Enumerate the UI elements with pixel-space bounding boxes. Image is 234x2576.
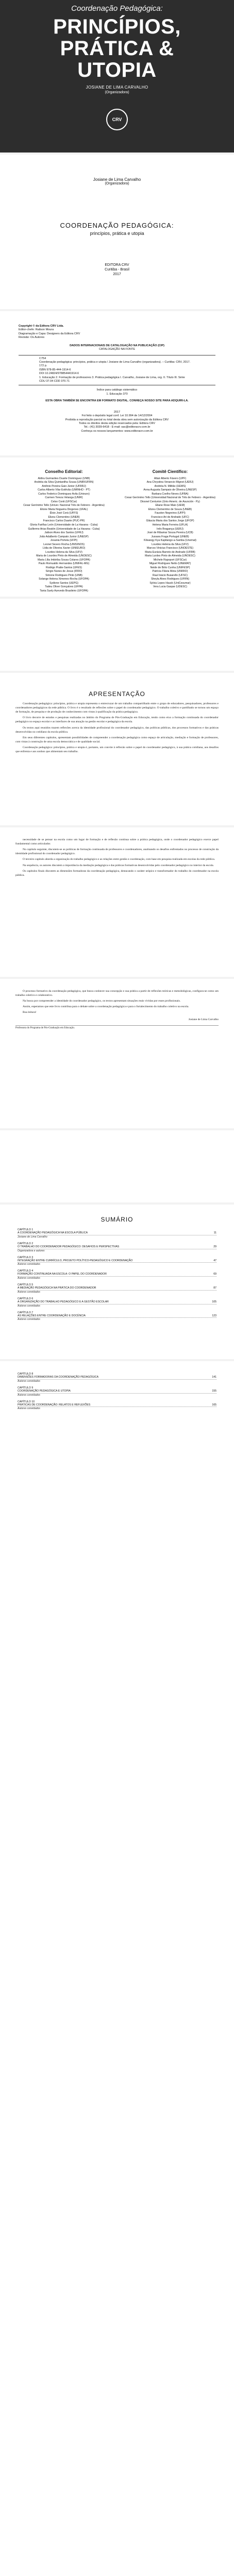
index-item: 1. Educação 370 bbox=[106, 392, 128, 396]
chapter-page: 87 bbox=[213, 1286, 216, 1290]
paragraph: Coordenação pedagógica: princípios, prática e utopia representa o entrecruzar de um trabalho compartilhado entre o grupo de educadores, pesquisadores, professores e coordenadores pedagógicos da rede pública. O livro é o resultado de reflexões sobre o papel do coordenador pedagógico. O trabalho coletivo e partilhado se tornou um espaço de formação, de pesquisa e de produção de conhecimento com vistas à qualificação da prática pedagógica. bbox=[15, 702, 219, 714]
blank-page bbox=[0, 1130, 234, 1202]
footnote: Professora do Programa de Pós-Graduação em Educação. bbox=[15, 1025, 219, 1029]
paragraph: Na busca por compreender a identidade do coordenador pedagógico, os textos apresentam situações reais vividas por esses profissionais. bbox=[23, 999, 181, 1003]
chapter-page: 165 bbox=[212, 1403, 216, 1406]
board-member: Sylvia Lopes Hauck (UniCesumar) bbox=[149, 581, 191, 585]
paragraph: No capítulo seguinte, discutem-se as políticas de formação continuada de professores e coordenadores, analisando os desafios enfrentados no processo de construção da identidade profissional do coordenador pedagógico. bbox=[15, 848, 219, 856]
toc-chapters bbox=[18, 1372, 216, 1410]
board-member: Carlos Federico Dominguez Avila (Unieuro) bbox=[38, 492, 90, 496]
cover-role: (Organizadora) bbox=[105, 91, 129, 94]
board-member: Josania Portela (UFPI) bbox=[50, 539, 78, 543]
presentation-continued bbox=[0, 827, 234, 977]
board-member: Lourdes Helena da Silva (UFV) bbox=[152, 543, 189, 546]
presentation-page bbox=[0, 673, 234, 825]
scientific-committee bbox=[122, 469, 219, 597]
board-member: Andréia da Silva Quintanilha Sousa (UNIR/UFRN) bbox=[34, 481, 94, 484]
board-member: Ana Chrystina Venancio Mignot (UERJ) bbox=[146, 481, 194, 484]
chapter-line bbox=[18, 1300, 216, 1304]
presentation-end bbox=[0, 979, 234, 1128]
board-member: Carmen Tereza Velanga (UNIR) bbox=[45, 496, 83, 500]
chapter-number: CAPÍTULO 4 bbox=[18, 1269, 34, 1273]
toc-entry[interactable] bbox=[18, 1256, 216, 1266]
chapter-line bbox=[18, 1245, 216, 1249]
chapter-line bbox=[18, 1314, 216, 1318]
blank-page bbox=[0, 599, 234, 671]
chapter-number: CAPÍTULO 3 bbox=[18, 1256, 34, 1259]
chapter-line bbox=[18, 1231, 216, 1235]
presentation-text bbox=[15, 989, 219, 1015]
board-member: Patrícia Flávia Mota (UNIRIO) bbox=[152, 570, 188, 573]
publisher-logo-icon bbox=[106, 109, 128, 130]
chapter-number: CAPÍTULO 7 bbox=[18, 1311, 34, 1314]
chapter-author: Autores convidados bbox=[18, 1379, 40, 1383]
board-member: João Adalberto Campato Junior (UNESP) bbox=[39, 535, 89, 538]
chapter-page: 69 bbox=[213, 1273, 216, 1276]
title-page-title: COORDENAÇÃO PEDAGÓGICA: bbox=[60, 222, 174, 229]
chapter-title: A ORGANIZAÇÃO DO TRABALHO PEDAGÓGICO E A GESTÃO ESCOLAR bbox=[18, 1300, 109, 1303]
paragraph: Assim, esperamos que este livro contribua para o debate sobre a coordenação pedagógica e para o fortalecimento do trabalho coletivo na escola. bbox=[23, 1005, 189, 1009]
copyright-page bbox=[0, 311, 234, 455]
chapter-page: 11 bbox=[213, 1231, 216, 1234]
board-member: Sheyla Alves Rodrigues (UFRN) bbox=[151, 578, 190, 581]
board-member: Diosnel Centurion (Univ Americ. de Asunción - Py) bbox=[140, 500, 200, 503]
board-member: Neide de Brito Cunha (UNIFESP) bbox=[150, 566, 190, 569]
chapter-page: 47 bbox=[213, 1259, 216, 1262]
cip-subtitle: CATALOGAÇÃO NA FONTE bbox=[98, 348, 136, 351]
toc-title: SUMÁRIO bbox=[101, 1216, 133, 1223]
board-member: Cesar Gerónimo Tello (Univer. Nacional Três de Febrero - Argentina) bbox=[23, 504, 105, 507]
editorial-board-list bbox=[15, 477, 112, 594]
board-member: Miguel Rodrigues Netto (UNEMAT) bbox=[149, 562, 191, 566]
digital-note: ESTA OBRA TAMBÉM SE ENCONTRA EM FORMATO DIGITAL. CONHEÇA NOSSO SITE PARA ADQUIRI-LA. bbox=[45, 399, 189, 403]
chapter-page: 123 bbox=[212, 1314, 216, 1317]
chapter-title: O TRABALHO DO COORDENADOR PEDAGÓGICO: DESAFIOS E PERSPECTIVAS bbox=[18, 1245, 120, 1248]
cip-subjects: 1. Educação 2. Formação de professores 3. Prática pedagógica I. Carvalho, Josiane de Lima, org. II. Título III. Série bbox=[39, 376, 185, 379]
cover-title-line: PRINCÍPIOS, bbox=[53, 15, 181, 38]
board-member: Elione Maria Nogueira Diogenes (UFAL) bbox=[40, 507, 88, 511]
cover-subtitle: Coordenação Pedagógica: bbox=[71, 4, 163, 13]
chapter-number: CAPÍTULO 9 bbox=[18, 1386, 34, 1389]
toc-entry[interactable] bbox=[18, 1400, 216, 1411]
paragraph: O livro decorre de estudos e pesquisas realizadas no âmbito do Programa de Pós-Graduação em Educação, tendo como eixo a formação continuada do coordenador pedagógico no espaço escolar e as interfaces de sua atuação na gestão escolar e pedagógica da escola. bbox=[15, 716, 219, 724]
board-member: Barbara Coelho Neves (UFBA) bbox=[152, 492, 189, 496]
cip-record bbox=[19, 355, 215, 386]
copyright-line: Copyright © da Editora CRV Ltda. bbox=[19, 325, 64, 328]
board-member: Celso Conti (UFSCar) bbox=[51, 500, 77, 503]
table-of-contents bbox=[0, 1205, 234, 1359]
board-member: Sydione Santos (UEPG) bbox=[49, 581, 78, 585]
board-member: Francisco Ari de Andrade (UFC) bbox=[151, 515, 189, 519]
chapter-title: COORDENAÇÃO PEDAGÓGICA E UTOPIA bbox=[18, 1389, 71, 1393]
toc-entry[interactable] bbox=[18, 1283, 216, 1294]
presentation-text bbox=[15, 702, 219, 754]
chapter-title: DIMENSÕES FORMADORAS DA COORDENAÇÃO PEDAGÓGICA bbox=[18, 1376, 99, 1379]
chapter-line bbox=[18, 1286, 216, 1291]
chapter-author: Josiane de Lima Carvalho bbox=[18, 1235, 47, 1239]
paragraph: O processo formativo da coordenação pedagógica, que busca conhecer sua concepção e sua prática a partir de reflexões teóricas e metodológicas, configura-se como um trabalho coletivo e colaborativo. bbox=[15, 990, 219, 997]
board-member: Francisco Carlos Duarte (PUC-PR) bbox=[43, 519, 85, 523]
scientific-committee-title: Comitê Científico: bbox=[152, 469, 188, 474]
board-member: José de Ribamar Sousa Pereira (UCB) bbox=[147, 531, 193, 535]
board-member: Fauston Negreiros (UFPI) bbox=[155, 512, 186, 515]
chapter-author: Autores convidados bbox=[18, 1304, 40, 1308]
board-member: Michele Rapoport (UFSCar) bbox=[153, 558, 187, 562]
board-member: Lídia de Oliveira Xavier (UNIEURO) bbox=[42, 547, 86, 550]
paragraph: Os capítulos finais discutem as dimensões formadoras da coordenação pedagógica, destacando o caráter utópico e transformador do trabalho do coordenador na escola pública. bbox=[15, 869, 219, 877]
chapter-author: Autores convidados bbox=[18, 1277, 40, 1280]
scientific-committee-list bbox=[122, 477, 219, 589]
copyright-line: Editor-chefe: Railson Moura bbox=[19, 328, 54, 332]
board-member: Maria Eurácia Barreto de Andrade (UFRB) bbox=[145, 550, 195, 554]
paragraph: Na sequência, os autores discutem a importância da mediação pedagógica e das práticas formativas desenvolvidas pelo coordenador pedagógico no interior da escola. bbox=[23, 863, 214, 867]
title-page-publisher bbox=[0, 263, 234, 277]
board-member: Jailson Alves dos Santos (UFRJ) bbox=[44, 531, 83, 535]
board-member: Paulo Romualdo Hernandes (UNIFAL-MG) bbox=[38, 562, 90, 566]
board-member: Leonel Severo Rocha (UNISINOS) bbox=[43, 543, 85, 546]
cover-title bbox=[0, 16, 234, 81]
board-member: Carlos Alberto Vilar Estêvão (UMINHO - PT) bbox=[38, 488, 90, 492]
toc-entry[interactable] bbox=[18, 1372, 216, 1383]
phone-line: Tel.: (41) 3039-6418 - E-mail: sac@editoracrv.com.br bbox=[83, 426, 151, 429]
board-member: Elizeu Clementino de Souza (UNEB) bbox=[148, 507, 192, 511]
board-member: Helena Maria Ferreira (UFLA) bbox=[152, 523, 188, 527]
chapter-author: Autores convidados bbox=[18, 1407, 40, 1411]
chapter-author: Organizadora e autores bbox=[18, 1249, 45, 1252]
address-line: Todos os direitos desta edição reservados pela: Editora CRV bbox=[78, 422, 156, 426]
board-member: Rodrigo Pratte-Santos (UFES) bbox=[45, 566, 82, 569]
cip-title: DADOS INTERNACIONAIS DE CATALOGAÇÃO NA PUBLICAÇÃO (CIP) bbox=[70, 344, 164, 347]
board-member: Sérgio Nunes de Jesus (IFRO) bbox=[45, 570, 82, 573]
board-member: Guillermo Arias Beatón (Universidade de La Havana - Cuba) bbox=[28, 527, 100, 531]
board-member: Lourdes Helena da Silva (UFV) bbox=[45, 550, 82, 554]
table-of-contents-continued bbox=[0, 1361, 234, 1454]
chapter-author: Autores convidados bbox=[18, 1318, 40, 1321]
toc-entry[interactable] bbox=[18, 1242, 216, 1252]
cip-cdd: CDU 37.04 CDD 370.71 bbox=[39, 380, 70, 383]
board-member: Inês Bragança (UERJ) bbox=[157, 527, 183, 531]
board-member: Solange Helena Ximenes-Rocha (UFOPA) bbox=[39, 578, 89, 581]
chapter-author: Autores convidados bbox=[18, 1263, 40, 1266]
toc-entry[interactable] bbox=[18, 1228, 216, 1239]
board-member: Jussara Fraga Portugal (UNEB) bbox=[151, 535, 189, 538]
cover-organizer: JOSIANE DE LIMA CARVALHO bbox=[86, 85, 148, 90]
signature: Josiane de Lima Carvalho bbox=[188, 1018, 219, 1021]
toc-entry[interactable] bbox=[18, 1311, 216, 1321]
copyright-line: Diagramação e Capa: Designers da Editora CRV bbox=[19, 332, 80, 335]
chapter-number: CAPÍTULO 1 bbox=[18, 1228, 34, 1231]
cip-description: Coordenação pedagógica: princípios, prática e utopia / Josiane de Lima Carvalho (organizadora). – Curitiba: CRV, 2017. bbox=[39, 360, 191, 364]
board-member: Elizeu Clementino (UNEB) bbox=[48, 515, 80, 519]
board-member: Gláucia Maria dos Santos Jorge (UFOP) bbox=[146, 519, 194, 523]
rights-line: Proibida a reprodução parcial ou total desta obra sem autorização da Editora CRV bbox=[65, 418, 169, 421]
chapter-title: PRÁTICAS DE COORDENAÇÃO: RELATOS E REFLEXÕES bbox=[18, 1403, 91, 1406]
chapter-line bbox=[18, 1389, 216, 1394]
paragraph: Coordenação pedagógica: princípios, prática e utopia é, portanto, um convite à reflexão sobre o papel do coordenador pedagógico, à sua prática cotidiana, aos desafios que enfrenta e aos sonhos que alimentam seu trabalho. bbox=[15, 745, 219, 754]
board-member: Raul Inácio Busarello (UFSC) bbox=[152, 573, 188, 577]
board-member: Kilwangy Kya Kapitango-a-Samba (Unemat) bbox=[144, 539, 196, 543]
board-member: Anna Augusta Sampaio de Oliveira (UNESP) bbox=[143, 488, 197, 492]
toc-entry[interactable] bbox=[18, 1269, 216, 1280]
chapter-title: A MEDIAÇÃO PEDAGÓGICA NA PRÁTICA DO COORDENADOR bbox=[18, 1286, 96, 1290]
chapter-number: CAPÍTULO 5 bbox=[18, 1283, 34, 1286]
toc-entry[interactable] bbox=[18, 1297, 216, 1308]
cover-title-line: PRÁTICA & bbox=[60, 37, 174, 60]
board-member: Maria Lurdes Pinto de Almeida (UNOESC) bbox=[145, 554, 195, 558]
board-member: Maria de Lourdes Pinto de Almeida (UNOESC) bbox=[36, 554, 92, 558]
board-page bbox=[0, 457, 234, 597]
cover-title-line: UTOPIA bbox=[77, 59, 157, 81]
chapter-page: 105 bbox=[212, 1300, 216, 1303]
cip-code: C754 bbox=[39, 357, 46, 360]
board-member: Simone Rodrigues Pinto (UNB) bbox=[45, 573, 82, 577]
board-member: Tadeu Oliver Gonçalves (UFPA) bbox=[45, 585, 83, 589]
toc-chapters bbox=[18, 1228, 216, 1321]
board-member: Eliane Rose Maio (UEM) bbox=[155, 504, 185, 507]
presentation-title: APRESENTAÇÃO bbox=[89, 690, 145, 698]
paragraph: Os textos aqui reunidos trazem reflexões acerca da identidade profissional do coordenador pedagógico, das políticas públicas, dos processos formativos e das práticas desenvolvidas no cotidiano da escola pública. bbox=[15, 726, 219, 734]
index-title: Índice para catálogo sistemático bbox=[96, 388, 138, 392]
cip-pages: 172 p. bbox=[39, 364, 47, 368]
board-member: Altair Alberto Fávero (UPF) bbox=[154, 477, 187, 480]
publisher-name: EDITORA CRV bbox=[105, 263, 129, 267]
chapter-title: A COORDENAÇÃO PEDAGÓGICA NA ESCOLA PÚBLICA bbox=[18, 1231, 88, 1234]
board-member: Tania Suely Azevedo Brasileiro (UFOPA) bbox=[40, 589, 88, 592]
editorial-board bbox=[15, 469, 112, 597]
rights-line: Foi feito o depósito legal conf. Lei 10.994 de 14/12/2004 bbox=[81, 414, 153, 418]
board-member: Andréia N. Militão (UEMS) bbox=[154, 484, 186, 488]
board-member: Marcos Vinicius Francisco (UNOESTE) bbox=[146, 547, 194, 550]
chapter-number: CAPÍTULO 10 bbox=[18, 1400, 35, 1403]
chapter-line bbox=[18, 1259, 216, 1263]
editorial-board-title: Conselho Editorial: bbox=[45, 469, 83, 474]
title-role: (Organizadora) bbox=[105, 182, 129, 185]
site-line: Conheça os nossos lançamentos: www.editoracrv.com.br bbox=[81, 429, 153, 433]
logo-text: CRV bbox=[112, 117, 122, 122]
chapter-title: FORMAÇÃO CONTINUADA NA ESCOLA: O PAPEL DO COORDENADOR bbox=[18, 1273, 107, 1276]
chapter-title: AS RELAÇÕES ENTRE COORDENAÇÃO E DOCÊNCIA bbox=[18, 1314, 86, 1317]
board-member: Vera Lucia Gaspar (UDESC) bbox=[153, 585, 188, 589]
board-member: Antônio Pereira Gaio Júnior (UFRRJ) bbox=[42, 484, 86, 488]
board-member: Maria Lília Imbiriba Sousa Colares (UFOPA) bbox=[38, 558, 90, 562]
paragraph: necessidade de se pensar na escola como um lugar de formação e de reflexão contínua sobre a prática pedagógica, onde o coordenador pedagógico exerce papel fundamental como articulador. bbox=[15, 838, 219, 846]
cip-isbn: ISBN 978-85-444-1914-6 bbox=[39, 368, 71, 371]
copyright-year: 2017 bbox=[113, 410, 121, 414]
board-member: Gloria Fariñas León (Universidade de La Havana - Cuba) bbox=[30, 523, 98, 527]
chapter-line bbox=[18, 1376, 216, 1380]
board-member: Cesar Gerónimo Tello (Universidad Nacional de Três de Febrero - Argentina) bbox=[124, 496, 216, 500]
publisher-city: Curitiba - Brasil bbox=[105, 268, 129, 272]
chapter-title: INTEGRAÇÃO ENTRE CURRÍCULO, PROJETO POLÍTICO-PEDAGÓGICO E COORDENAÇÃO bbox=[18, 1259, 133, 1262]
chapter-page: 29 bbox=[213, 1245, 216, 1248]
paragraph: Em seus diferentes capítulos, apresentam possibilidades de compreender a coordenação pedagógica como espaço de articulação, mediação e formação de professores, com vistas à construção de uma escola democrática e de qualidade social. bbox=[15, 736, 219, 743]
publisher-year: 2017 bbox=[113, 273, 121, 277]
copyright-line: Revisão: Os Autores bbox=[19, 336, 45, 340]
chapter-author: Autores convidados bbox=[18, 1290, 40, 1294]
chapter-author: Autores convidados bbox=[18, 1393, 40, 1397]
presentation-text bbox=[15, 838, 219, 877]
title-organizer: Josiane de Lima Carvalho bbox=[93, 177, 141, 182]
toc-entry[interactable] bbox=[18, 1386, 216, 1397]
title-page-subtitle: princípios, prática e utopia bbox=[90, 231, 144, 236]
chapter-page: 155 bbox=[212, 1389, 216, 1393]
chapter-line bbox=[18, 1273, 216, 1277]
cip-doi: DOI 10.24824/978854441914.6 bbox=[39, 372, 79, 376]
paragraph: O terceiro capítulo aborda a organização do trabalho pedagógico e as relações entre gestão e coordenação, com base em pesquisa realizada em escolas da rede pública. bbox=[23, 858, 215, 861]
book-cover bbox=[0, 0, 234, 152]
paragraph: Boa leitura! bbox=[23, 1011, 37, 1014]
chapter-number: CAPÍTULO 2 bbox=[18, 1242, 34, 1245]
board-member: Élsio José Corá (UFFS) bbox=[49, 512, 78, 515]
chapter-page: 141 bbox=[212, 1376, 216, 1379]
chapter-number: CAPÍTULO 6 bbox=[18, 1297, 34, 1300]
title-page bbox=[0, 155, 234, 309]
chapter-number: CAPÍTULO 8 bbox=[18, 1372, 34, 1376]
board-member: Aldira Guimarães Duarte Domínguez (UNB) bbox=[38, 477, 90, 480]
